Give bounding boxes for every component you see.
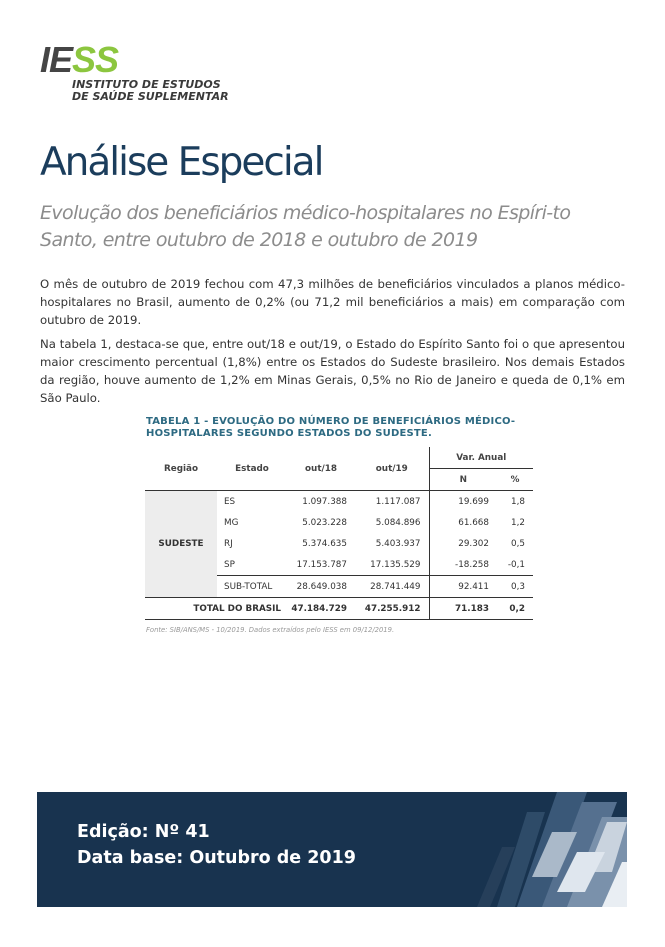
database-label: Data base: Outubro de 2019 — [77, 848, 356, 868]
cell-out19: 5.403.937 — [375, 538, 421, 549]
cell-pct: -0,1 — [507, 559, 526, 570]
table-row — [145, 491, 533, 513]
header-n: N — [429, 469, 497, 491]
paragraph-1: O mês de outubro de 2019 fechou com 47,3 milhões de beneficiários vinculados a planos médico-hospitalares no Brasil, aumento de 0,2% (ou 71,2 mil beneficiários a mais) em comparação com outubro de 2019. — [40, 277, 625, 327]
logo-mark-ie: IE — [40, 39, 73, 80]
cell-out19: 5.084.896 — [375, 517, 421, 528]
cell-out19: 47.255.912 — [355, 598, 429, 620]
cell-out18: 47.184.729 — [287, 598, 355, 620]
logo-mark-ss: SS — [72, 39, 119, 80]
footer-banner — [37, 792, 627, 907]
cell-estado: SUB-TOTAL — [217, 576, 287, 598]
header-out18: out/18 — [287, 447, 355, 491]
cell-out18: 5.023.228 — [302, 517, 347, 528]
footer-text — [77, 819, 356, 871]
table-caption: TABELA 1 - EVOLUÇÃO DO NÚMERO DE BENEFICIÁRIOS MÉDICO-HOSPITALARES SEGUNDO ESTADOS DO SUDESTE. — [146, 416, 516, 439]
paragraph-2: Na tabela 1, destaca-se que, entre out/18 e out/19, o Estado do Espírito Santo foi o que apresentou maior crescimento percentual (1,8%) entre os Estados do Sudeste brasileiro. Nos demais Estados da região, houve aumento de 1,2% em Minas Gerais, 0,5% no Rio de Janeiro e queda de 0,1% em São Paulo. — [40, 337, 625, 405]
cell-out18: 5.374.635 — [302, 538, 347, 549]
cell-n: 29.302 — [429, 533, 497, 554]
header-out19: out/19 — [355, 447, 429, 491]
cell-pct: 1,2 — [511, 517, 526, 528]
cell-estado: RJ — [224, 538, 233, 549]
page-title: Análise Especial — [40, 140, 323, 185]
header-estado: Estado — [217, 447, 287, 491]
logo-mark — [40, 39, 119, 80]
header-pct: % — [497, 469, 533, 491]
iess-logo — [40, 39, 229, 103]
logo-text — [72, 79, 242, 103]
cell-n: 92.411 — [429, 576, 497, 598]
table-source: Fonte: SIB/ANS/MS - 10/2019. Dados extraídos pelo IESS em 09/12/2019. — [146, 626, 395, 634]
cell-pct: 1,8 — [511, 496, 526, 507]
cell-out19: 28.741.449 — [355, 576, 429, 598]
cell-estado: MG — [224, 517, 239, 528]
cell-pct: 0,2 — [497, 598, 533, 620]
cell-estado: ES — [224, 496, 236, 507]
decorative-blocks-graphic — [417, 792, 627, 907]
logo-line-1: INSTITUTO DE ESTUDOS — [72, 78, 221, 91]
cell-n: 71.183 — [429, 598, 497, 620]
table-row-total — [145, 598, 533, 620]
header-var-anual: Var. Anual — [429, 447, 533, 469]
cell-out18: 28.649.038 — [287, 576, 355, 598]
cell-n: -18.258 — [429, 554, 497, 576]
region-cell: SUDESTE — [145, 491, 217, 598]
cell-total-label: TOTAL DO BRASIL — [145, 598, 287, 620]
page-subtitle: Evolução dos beneficiários médico-hospitalares no Espíri-to Santo, entre outubro de 2018 e outubro de 2019 — [40, 202, 571, 251]
cell-estado: SP — [224, 559, 235, 570]
cell-out18: 1.097.388 — [302, 496, 347, 507]
beneficiaries-table — [145, 447, 533, 620]
cell-n: 19.699 — [429, 491, 497, 513]
cell-pct: 0,5 — [511, 538, 526, 549]
cell-n: 61.668 — [429, 512, 497, 533]
cell-out19: 1.117.087 — [375, 496, 421, 507]
cell-out18: 17.153.787 — [296, 559, 347, 570]
cell-out19: 17.135.529 — [370, 559, 421, 570]
cell-pct: 0,3 — [497, 576, 533, 598]
header-regiao: Região — [145, 447, 217, 491]
logo-line-2: DE SAÚDE SUPLEMENTAR — [72, 90, 229, 103]
edition-label: Edição: Nº 41 — [77, 822, 210, 842]
